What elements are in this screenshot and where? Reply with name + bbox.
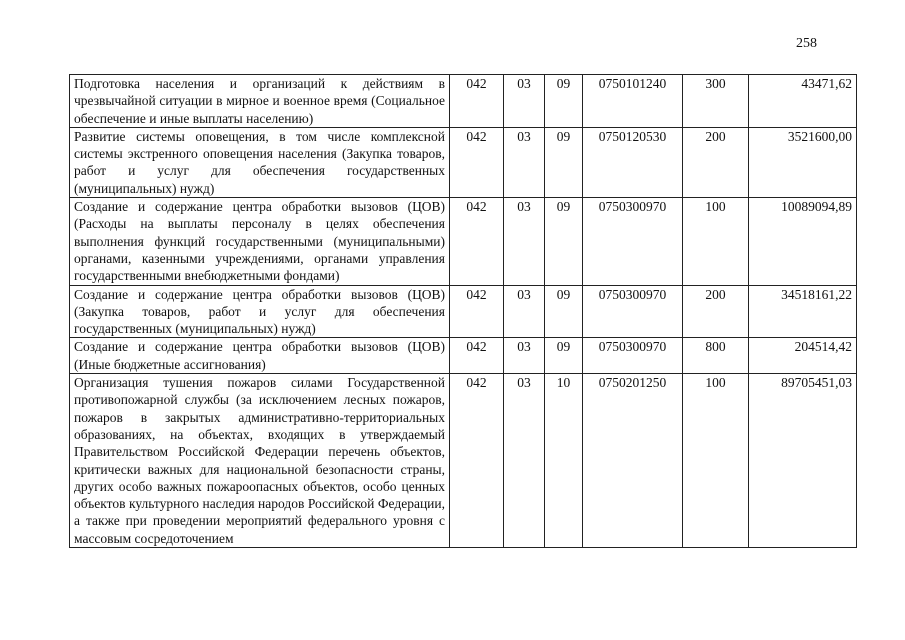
row-description: Создание и содержание центра обработки вызовов (ЦОВ) (Иные бюджетные ассигнования) [70, 338, 450, 374]
row-description: Развитие системы оповещения, в том числе комплексной системы экстренного оповещения населения (Закупка товаров, работ и услуг для обеспечения государственных (муниципальных) нужд) [70, 127, 450, 197]
row-target-article: 0750201250 [583, 374, 683, 548]
row-target-article: 0750300970 [583, 338, 683, 374]
row-description: Организация тушения пожаров силами Государственной противопожарной службы (за исключением лесных пожаров, пожаров в закрытых административно-территориальных образованиях, на объектах, входящих в утверждаемый Правительством Российской Федерации перечень объектов, критически важных для национальной безопасности страны, других особо важных пожароопасных объектов, особо ценных объектов культурного наследия народов Российской Федерации, а также при проведении мероприятий федерального уровня с массовым сосредоточением [70, 374, 450, 548]
row-amount: 34518161,22 [749, 285, 857, 338]
table-row [70, 374, 857, 548]
row-description: Подготовка населения и организаций к действиям в чрезвычайной ситуации в мирное и военное время (Социальное обеспечение и иные выплаты населению) [70, 75, 450, 128]
row-ministry-code: 042 [450, 198, 504, 285]
row-section-code: 03 [504, 127, 545, 197]
row-ministry-code: 042 [450, 374, 504, 548]
row-amount: 89705451,03 [749, 374, 857, 548]
row-target-article: 0750101240 [583, 75, 683, 128]
table-row [70, 75, 857, 128]
row-amount: 204514,42 [749, 338, 857, 374]
table-row [70, 285, 857, 338]
table-row [70, 127, 857, 197]
row-ministry-code: 042 [450, 75, 504, 128]
row-target-article: 0750300970 [583, 198, 683, 285]
row-section-code: 03 [504, 338, 545, 374]
budget-table [69, 74, 857, 548]
row-ministry-code: 042 [450, 285, 504, 338]
row-expense-type: 300 [683, 75, 749, 128]
row-ministry-code: 042 [450, 127, 504, 197]
row-subsection-code: 09 [545, 198, 583, 285]
row-subsection-code: 09 [545, 338, 583, 374]
row-subsection-code: 10 [545, 374, 583, 548]
page-number: 258 [796, 36, 817, 51]
table-row [70, 338, 857, 374]
row-ministry-code: 042 [450, 338, 504, 374]
row-expense-type: 200 [683, 127, 749, 197]
row-section-code: 03 [504, 285, 545, 338]
row-description: Создание и содержание центра обработки вызовов (ЦОВ) (Закупка товаров, работ и услуг для обеспечения государственных (муниципальных) нужд) [70, 285, 450, 338]
row-amount: 43471,62 [749, 75, 857, 128]
row-subsection-code: 09 [545, 285, 583, 338]
row-target-article: 0750300970 [583, 285, 683, 338]
row-section-code: 03 [504, 75, 545, 128]
row-expense-type: 800 [683, 338, 749, 374]
row-subsection-code: 09 [545, 75, 583, 128]
row-expense-type: 100 [683, 198, 749, 285]
row-expense-type: 200 [683, 285, 749, 338]
row-section-code: 03 [504, 198, 545, 285]
row-section-code: 03 [504, 374, 545, 548]
row-subsection-code: 09 [545, 127, 583, 197]
row-amount: 10089094,89 [749, 198, 857, 285]
table-row [70, 198, 857, 285]
row-amount: 3521600,00 [749, 127, 857, 197]
row-expense-type: 100 [683, 374, 749, 548]
row-description: Создание и содержание центра обработки вызовов (ЦОВ) (Расходы на выплаты персоналу в целях обеспечения выполнения функций государственными (муниципальными) органами, казенными учреждениями, органами управления государственными внебюджетными фондами) [70, 198, 450, 285]
row-target-article: 0750120530 [583, 127, 683, 197]
